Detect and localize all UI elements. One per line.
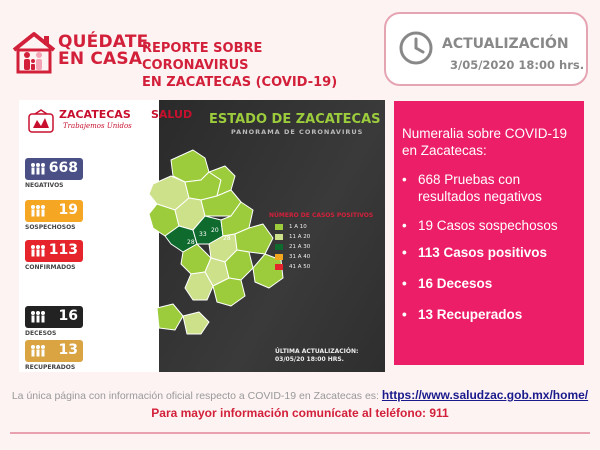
bullet-icon: • <box>402 218 407 233</box>
bullet-icon: • <box>402 276 407 291</box>
legend-row <box>275 232 379 242</box>
info-panel <box>394 101 584 365</box>
map-subtitle: PANORAMA DE CORONAVIRUS <box>231 128 364 136</box>
map-legend <box>269 212 379 272</box>
legend-label: 1 A 10 <box>289 224 307 230</box>
legend-swatch <box>275 264 283 270</box>
legend-row <box>275 222 379 232</box>
divider <box>10 432 590 434</box>
info-item-text: 16 Decesos <box>418 276 493 291</box>
stat-box <box>25 306 83 328</box>
last-update-value: 03/05/20 18:00 HRS. <box>275 356 344 363</box>
stat-card <box>25 340 83 371</box>
info-title: Numeralia sobre COVID-19 en Zacatecas: <box>402 126 568 158</box>
map-region-label: 28 <box>223 235 231 242</box>
stat-value: 13 <box>58 342 78 358</box>
stat-label: DECESOS <box>25 330 57 337</box>
footer-text: La única página con información oficial respecto a COVID-19 en Zacatecas es: <box>11 390 382 402</box>
zacatecas-slogan: Trabajemos Unidos <box>63 122 132 130</box>
salud-logo-text: SALUD <box>151 108 193 121</box>
map-region-label: 20 <box>211 227 219 234</box>
legend-row <box>275 242 379 252</box>
map-region-label: 33 <box>199 231 207 238</box>
people-icon <box>29 310 47 324</box>
update-box <box>384 12 588 86</box>
map-region-label: 28 <box>187 239 195 246</box>
campaign-line-1: QUÉDATE <box>58 32 149 52</box>
map-last-update <box>275 348 358 364</box>
legend-title: NÚMERO DE CASOS POSITIVOS <box>269 212 374 219</box>
legend-label: 41 A 50 <box>289 264 311 270</box>
people-icon <box>29 344 47 358</box>
update-title: ACTUALIZACIÓN <box>442 36 569 52</box>
info-item-text: 113 Casos positivos <box>418 245 548 260</box>
report-title <box>142 40 372 91</box>
footer-phone: Para mayor información comunícate al teléfono: 911 <box>151 406 449 420</box>
people-icon <box>29 244 47 258</box>
municipality-region <box>183 312 209 334</box>
zacatecas-logo-text: ZACATECAS <box>59 108 131 121</box>
footer-official-page <box>0 388 600 402</box>
stat-value: 16 <box>58 308 78 324</box>
info-list-item <box>402 275 576 292</box>
people-icon <box>29 204 47 218</box>
stat-card <box>25 158 83 189</box>
stat-card <box>25 240 83 271</box>
legend-swatch <box>275 254 283 260</box>
legend-swatch <box>275 244 283 250</box>
info-item-text: 668 Pruebas con resultados negativos <box>418 172 542 204</box>
legend-label: 11 A 20 <box>289 234 311 240</box>
legend-swatch <box>275 234 283 240</box>
stat-box <box>25 158 83 180</box>
state-seal-icon <box>27 108 55 136</box>
info-list-item <box>402 171 576 205</box>
map-title: ESTADO DE ZACATECAS <box>209 112 381 127</box>
report-title-line-1: REPORTE SOBRE CORONAVIRUS <box>142 41 263 73</box>
stat-box <box>25 240 83 262</box>
info-list-item <box>402 306 576 323</box>
stat-card <box>25 200 83 231</box>
bullet-icon: • <box>402 245 407 260</box>
last-update-label: ÚLTIMA ACTUALIZACIÓN: <box>275 348 359 355</box>
stat-value: 668 <box>48 160 78 176</box>
info-item-text: 19 Casos sospechosos <box>418 218 558 233</box>
bullet-icon: • <box>402 172 407 187</box>
stat-box <box>25 200 83 222</box>
campaign-line-2: EN CASA <box>58 49 143 69</box>
stat-box <box>25 340 83 362</box>
municipality-region <box>157 304 183 330</box>
stat-value: 113 <box>48 242 78 258</box>
legend-row <box>275 252 379 262</box>
map-infographic <box>19 100 385 372</box>
update-date: 3/05/2020 18:00 hrs. <box>450 58 585 72</box>
legend-row <box>275 262 379 272</box>
legend-swatch <box>275 224 283 230</box>
campaign-logo-text <box>58 34 148 68</box>
report-title-line-2: EN ZACATECAS (COVID-19) <box>142 75 338 90</box>
stat-label: SOSPECHOSOS <box>25 224 76 231</box>
people-icon <box>29 162 47 176</box>
info-list <box>402 171 576 323</box>
official-site-link[interactable]: https://www.saludzac.gob.mx/home/ <box>381 388 589 402</box>
house-family-icon <box>10 28 58 76</box>
info-item-text: 13 Recuperados <box>418 307 523 322</box>
stat-label: CONFIRMADOS <box>25 264 76 271</box>
legend-label: 31 A 40 <box>289 254 311 260</box>
info-list-item <box>402 217 576 234</box>
stat-value: 19 <box>58 202 78 218</box>
stat-card <box>25 306 83 337</box>
info-list-item <box>402 244 576 261</box>
clock-icon <box>398 30 434 66</box>
stat-label: RECUPERADOS <box>25 364 76 371</box>
stat-label: NEGATIVOS <box>25 182 64 189</box>
bullet-icon: • <box>402 307 407 322</box>
legend-label: 21 A 30 <box>289 244 311 250</box>
